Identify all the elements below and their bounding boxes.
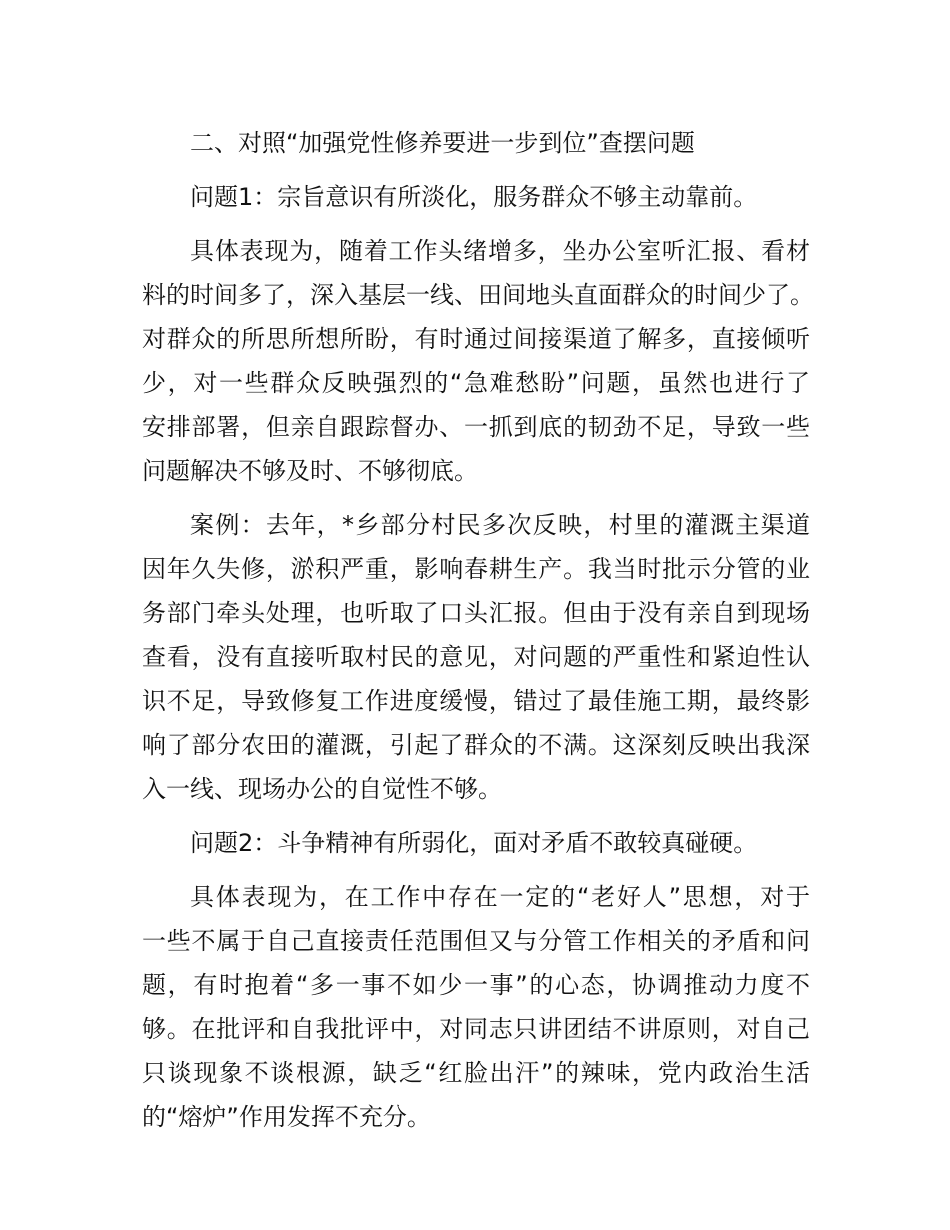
text-line: 查看，没有直接听取村民的意见，对问题的严重性和紧迫性认 — [142, 643, 810, 671]
body-paragraph — [142, 229, 814, 493]
text-line: 对群众的所思所想所盼，有时通过间接渠道了解多，直接倾听 — [142, 325, 810, 353]
text-line: 够。在批评和自我批评中，对同志只讲团结不讲原则，对自己 — [142, 1015, 810, 1043]
case-paragraph — [142, 503, 810, 811]
text-line: 问题1：宗旨意识有所淡化，服务群众不够主动靠前。 — [190, 183, 758, 211]
text-line: 安排部署，但亲自跟踪督办、一抓到底的韧劲不足，导致一些 — [142, 413, 810, 441]
text-line: 料的时间多了，深入基层一线、田间地头直面群众的时间少了。 — [142, 281, 814, 309]
text-line: 响了部分农田的灌溉，引起了群众的不满。这深刻反映出我深 — [142, 731, 810, 759]
document-page — [142, 121, 814, 1149]
section-heading — [142, 121, 810, 165]
body-paragraph — [142, 875, 810, 1139]
problem-title — [142, 821, 810, 865]
text-line: 的“熔炉”作用发挥不充分。 — [142, 1103, 431, 1131]
text-line: 一些不属于自己直接责任范围但又与分管工作相关的矛盾和问 — [142, 927, 810, 955]
text-line: 具体表现为，在工作中存在一定的“老好人”思想，对于 — [190, 883, 810, 911]
text-line: 因年久失修，淤积严重，影响春耕生产。我当时批示分管的业 — [142, 555, 810, 583]
text-line: 问题2：斗争精神有所弱化，面对矛盾不敢较真碰硬。 — [190, 829, 758, 857]
problem-title — [142, 175, 810, 219]
text-line: 务部门牵头处理，也听取了口头汇报。但由于没有亲自到现场 — [142, 599, 810, 627]
text-line: 少，对一些群众反映强烈的“急难愁盼”问题，虽然也进行了 — [142, 369, 810, 397]
text-line: 案例：去年，*乡部分村民多次反映，村里的灌溉主渠道 — [190, 511, 810, 539]
text-line: 入一线、现场办公的自觉性不够。 — [142, 775, 502, 803]
text-line: 只谈现象不谈根源，缺乏“红脸出汗”的辣味，党内政治生活 — [142, 1059, 810, 1087]
text-line: 具体表现为，随着工作头绪增多，坐办公室听汇报、看材 — [190, 237, 810, 265]
text-line: 二、对照“加强党性修养要进一步到位”查摆问题 — [190, 129, 695, 157]
text-line: 识不足，导致修复工作进度缓慢，错过了最佳施工期，最终影 — [142, 687, 810, 715]
text-line: 问题解决不够及时、不够彻底。 — [142, 457, 478, 485]
text-line: 题，有时抱着“多一事不如少一事”的心态，协调推动力度不 — [142, 971, 810, 999]
